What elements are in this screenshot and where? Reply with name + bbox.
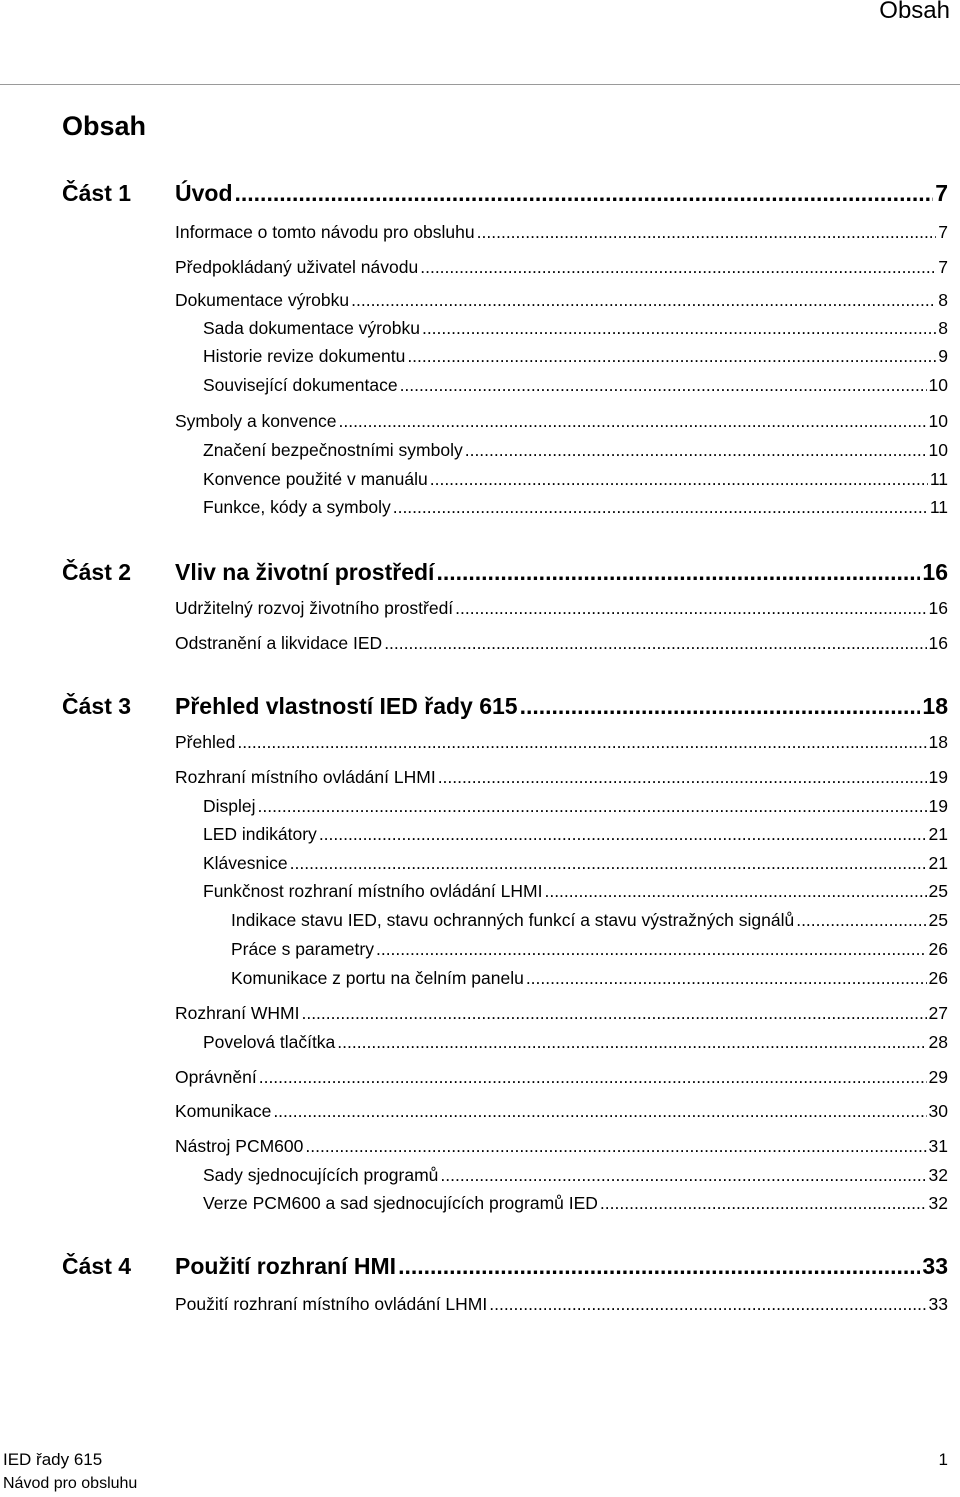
toc-leader (290, 851, 927, 875)
toc-leader (400, 373, 927, 397)
toc-entry[interactable] (231, 966, 948, 990)
toc-leader (440, 1163, 926, 1187)
toc-entry[interactable] (203, 794, 948, 818)
toc-entry-page: 19 (928, 767, 948, 787)
toc-entry-text: Funkčnost rozhraní místního ovládání LHMI (203, 881, 543, 901)
toc-leader (422, 316, 936, 340)
toc-entry[interactable] (175, 220, 948, 244)
toc-entry-text: Symboly a konvence (175, 411, 337, 431)
toc-title: Vliv na životní prostředí (175, 559, 435, 585)
toc-leader (796, 908, 926, 932)
toc-entry[interactable] (231, 937, 948, 961)
toc-entry[interactable] (203, 495, 948, 519)
footer-manual: Návod pro obsluhu (3, 1475, 138, 1492)
toc-entry-page: 25 (928, 910, 948, 930)
toc-entry-page: 11 (929, 497, 948, 517)
toc-entry-text: Verze PCM600 a sad sjednocujících programů IED (203, 1193, 598, 1213)
toc-entry-text: Displej (203, 796, 256, 816)
toc-entry-text: Klávesnice (203, 853, 288, 873)
toc-entry[interactable] (175, 1099, 948, 1123)
toc-entry-page: 26 (928, 968, 948, 988)
toc-entry[interactable] (175, 288, 948, 312)
toc-leader (455, 596, 926, 620)
part-label-2: Část 2 (62, 559, 132, 585)
toc-entry-text: Rozhraní místního ovládání LHMI (175, 767, 436, 787)
toc-entry[interactable] (175, 1134, 948, 1158)
toc-entry-page: 19 (928, 796, 948, 816)
toc-entry[interactable] (203, 1030, 948, 1054)
toc-leader (258, 794, 927, 818)
toc-entry-page: 11 (929, 469, 948, 489)
toc-entry-page: 21 (928, 824, 948, 844)
toc-entry-text: Rozhraní WHMI (175, 1003, 300, 1023)
toc-entry[interactable] (175, 1065, 948, 1089)
toc-leader (436, 557, 920, 587)
toc-entry-page: 16 (928, 633, 948, 653)
toc-entry[interactable] (203, 879, 948, 903)
toc-title: Přehled vlastností IED řady 615 (175, 693, 518, 719)
toc-entry[interactable] (175, 1001, 948, 1025)
toc-leader (544, 879, 926, 903)
footer-product-info (3, 1448, 137, 1496)
toc-leader (420, 255, 936, 279)
toc-entry-page: 10 (928, 440, 948, 460)
toc-entry[interactable] (203, 316, 948, 340)
toc-leader (520, 691, 921, 721)
toc-leader (376, 937, 927, 961)
toc-entry-page: 8 (938, 318, 948, 338)
footer-page-number: 1 (938, 1450, 948, 1469)
toc-entry-page: 28 (928, 1032, 948, 1052)
toc-entry-page: 10 (928, 411, 948, 431)
toc-leader (319, 822, 927, 846)
toc-entry-text: Dokumentace výrobku (175, 290, 350, 310)
running-header-title: Obsah (879, 0, 950, 24)
part-label-1: Část 1 (62, 180, 132, 206)
toc-entry-page: 29 (928, 1067, 948, 1087)
toc-page: 18 (922, 693, 948, 719)
toc-entry[interactable] (203, 373, 948, 397)
toc-leader (351, 288, 936, 312)
toc-leader (489, 1292, 926, 1316)
toc-entry-page: 33 (928, 1294, 948, 1314)
toc-entry-page: 18 (928, 732, 948, 752)
toc-entry-page: 32 (928, 1193, 948, 1213)
toc-entry-text: Historie revize dokumentu (203, 346, 406, 366)
toc-entry[interactable] (203, 822, 948, 846)
toc-entry[interactable] (175, 255, 948, 279)
toc-entry-page: 31 (928, 1136, 948, 1156)
toc-page: 33 (922, 1253, 948, 1279)
toc-entry-page: 27 (928, 1003, 948, 1023)
page-title: Obsah (62, 111, 147, 141)
toc-entry[interactable] (203, 467, 948, 491)
toc-entry-page: 10 (928, 375, 948, 395)
toc-entry-text: Sada dokumentace výrobku (203, 318, 420, 338)
footer-product: IED řady 615 (3, 1450, 103, 1469)
part-label-3: Část 3 (62, 693, 132, 719)
toc-title: Použití rozhraní HMI (175, 1253, 397, 1279)
toc-entry-text: Přehled (175, 732, 236, 752)
toc-entry-text: Použití rozhraní místního ovládání LHMI (175, 1294, 488, 1314)
toc-entry[interactable] (203, 1163, 948, 1187)
toc-entry[interactable] (175, 409, 948, 433)
toc-entry[interactable] (203, 438, 948, 462)
toc-leader (301, 1001, 926, 1025)
toc-leader (237, 730, 926, 754)
toc-entry-text: Nástroj PCM600 (175, 1136, 304, 1156)
toc-entry[interactable] (203, 851, 948, 875)
toc-leader (384, 631, 926, 655)
toc-page: 16 (922, 559, 948, 585)
toc-entry-page: 16 (928, 598, 948, 618)
toc-leader (337, 1030, 926, 1054)
toc-leader (407, 344, 936, 368)
toc-entry-text: Konvence použité v manuálu (203, 469, 428, 489)
toc-part-title-4[interactable] (175, 1251, 948, 1281)
toc-entry[interactable] (203, 344, 948, 368)
toc-entry-text: LED indikátory (203, 824, 317, 844)
toc-entry[interactable] (231, 908, 948, 932)
toc-entry-page: 25 (928, 881, 948, 901)
toc-entry-text: Odstranění a likvidace IED (175, 633, 383, 653)
toc-leader (465, 438, 927, 462)
toc-part-title-2[interactable] (175, 557, 948, 587)
toc-entry[interactable] (175, 1292, 948, 1316)
toc-entry-text: Komunikace (175, 1101, 272, 1121)
toc-entry-page: 30 (928, 1101, 948, 1121)
toc-entry-text: Indikace stavu IED, stavu ochranných funkcí a stavu výstražných signálů (231, 910, 795, 930)
toc-entry-page: 21 (928, 853, 948, 873)
toc-entry-page: 7 (938, 222, 948, 242)
toc-entry-text: Související dokumentace (203, 375, 398, 395)
toc-entry-text: Povelová tlačítka (203, 1032, 336, 1052)
toc-part-title-1[interactable] (175, 178, 948, 208)
toc-entry[interactable] (175, 631, 948, 655)
toc-entry[interactable] (175, 765, 948, 789)
toc-leader (430, 467, 928, 491)
toc-entry-text: Funkce, kódy a symboly (203, 497, 391, 517)
part-label-4: Část 4 (62, 1253, 132, 1279)
toc-leader (398, 1251, 920, 1281)
toc-entry-text: Předpokládaný uživatel návodu (175, 257, 419, 277)
toc-entry[interactable] (203, 1191, 948, 1215)
toc-leader (235, 178, 934, 208)
toc-leader (526, 966, 927, 990)
toc-entry-page: 9 (938, 346, 948, 366)
toc-entry-text: Sady sjednocujících programů (203, 1165, 439, 1185)
toc-entry-text: Práce s parametry (231, 939, 374, 959)
toc-entry-text: Komunikace z portu na čelním panelu (231, 968, 524, 988)
toc-page: 7 (935, 180, 948, 206)
header-divider (0, 84, 960, 85)
toc-leader (305, 1134, 926, 1158)
toc-leader (438, 765, 927, 789)
toc-entry-page: 26 (928, 939, 948, 959)
toc-leader (393, 495, 928, 519)
toc-entry[interactable] (175, 596, 948, 620)
toc-leader (600, 1191, 927, 1215)
toc-entry-page: 32 (928, 1165, 948, 1185)
toc-entry-text: Oprávnění (175, 1067, 257, 1087)
toc-leader (259, 1065, 927, 1089)
toc-title: Úvod (175, 180, 233, 206)
toc-entry-text: Udržitelný rozvoj životního prostředí (175, 598, 454, 618)
toc-entry[interactable] (175, 730, 948, 754)
toc-leader (338, 409, 926, 433)
toc-leader (273, 1099, 926, 1123)
toc-entry-text: Značení bezpečnostními symboly (203, 440, 463, 460)
toc-entry-page: 7 (938, 257, 948, 277)
toc-part-title-3[interactable] (175, 691, 948, 721)
toc-leader (477, 220, 937, 244)
toc-entry-text: Informace o tomto návodu pro obsluhu (175, 222, 475, 242)
toc-entry-page: 8 (938, 290, 948, 310)
